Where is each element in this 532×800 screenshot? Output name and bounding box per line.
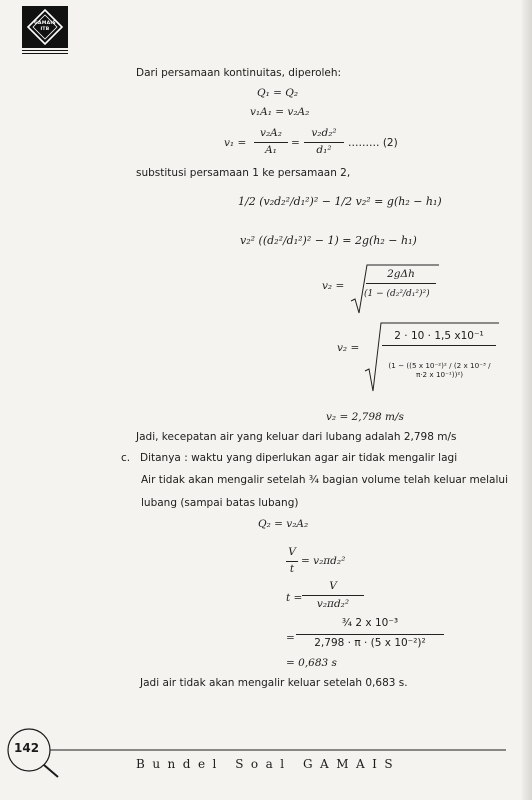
eqD-numerator: 2 · 10 · 1,5 x10⁻¹: [394, 330, 484, 342]
eq2-lhs: v₁ =: [224, 137, 247, 149]
calc-numerator: ¾ 2 x 10⁻³: [341, 617, 399, 629]
part-c-question: Ditanya : waktu yang diperlukan agar air tidak mengalir lagi: [140, 452, 458, 464]
calc-fraction-bar: [296, 634, 444, 635]
eq2-fraction-bar-2: [304, 142, 344, 143]
conclusion-time: Jadi air tidak akan mengalir keluar setelah 0,683 s.: [140, 677, 408, 689]
result-velocity: v₂ = 2,798 m/s: [326, 411, 404, 423]
equation-b: v₂² ((d₂²/d₁²)² − 1) = 2g(h₂ − h₁): [240, 234, 417, 247]
part-c-paragraph-line2: lubang (sampai batas lubang): [141, 497, 299, 509]
eq2-numerator-1: v₂A₂: [260, 127, 282, 139]
document-page: GAMAIS ITB Dari persamaan kontinuitas, diperoleh: Q₁ = Q₂ v₁A₁ = v₂A₂ v₁ = v₂A₂ A₁ = v₂d₂² d₁² ……… (2) substitusi persamaan 1 ke persamaan 2, 1/2 (v₂d₂²/d₁²)² − 1/2 v₂² = g(h₂ − h₁) v₂² ((d₂²/d₁²)² − 1) = 2g(h₂ − h₁) v₂ = 2gΔh (1 − (d₂²/d₁²)²) v₂ = 2 · 10 · 1,5 x10⁻¹ (1 − ((5 x 10⁻²)² / (2 x 10⁻³ / π·2 x 10⁻¹))²) v₂ = 2,798 m/s Jadi, kecepatan air yang keluar dari lubang adalah 2,798 m/s c. Ditanya : waktu yang diperlukan agar air tidak mengalir lagi Air tidak akan mengalir setelah ¾ bagian volume telah keluar melalui lubang (sampai batas lubang) Q₂ = v₂A₂ V t = v₂πd₂² t = V v₂πd₂² = ¾ 2 x 10⁻³ 2,798 · π · (5 x 10⁻²)² = 0,683 s Jadi air tidak akan mengalir keluar setelah 0,683 s. 142 Bundel Soal GAMAIS: [0, 0, 532, 800]
vt-fraction-bar: [286, 561, 298, 562]
page-edge-shadow: [522, 0, 532, 800]
gamais-logo: [22, 6, 68, 48]
calc-denominator: 2,798 · π · (5 x 10⁻²)²: [314, 637, 426, 649]
eq2-denominator-1: A₁: [265, 144, 277, 156]
eqC-fraction-bar: [366, 283, 436, 284]
logo-text-itb: ITB: [40, 27, 50, 32]
eqD-fraction-bar: [382, 345, 496, 346]
result-time: = 0,683 s: [286, 657, 337, 669]
eq-q2: Q₂ = v₂A₂: [258, 518, 309, 530]
logo-text-gamais: GAMAIS: [34, 21, 56, 26]
eq2-numerator-2: v₂d₂²: [311, 127, 337, 139]
part-c-label: c.: [121, 452, 131, 464]
conclusion-velocity: Jadi, kecepatan air yang keluar dari lubang adalah 2,798 m/s: [136, 431, 457, 443]
eq2-denominator-2: d₁²: [316, 144, 332, 156]
book-title: Bundel Soal GAMAIS: [136, 757, 401, 771]
eqD-denominator: (1 − ((5 x 10⁻²)² / (2 x 10⁻³ / π·2 x 10⁻¹))²): [388, 361, 491, 379]
t-fraction-bar: [302, 595, 364, 596]
eqC-numerator: 2gΔh: [387, 268, 415, 280]
equation-a: 1/2 (v₂d₂²/d₁²)² − 1/2 v₂² = g(h₂ − h₁): [238, 195, 442, 208]
eqC-lhs: v₂ =: [322, 280, 345, 292]
eq2-fraction-bar-1: [254, 142, 288, 143]
logo-underline: [22, 50, 68, 51]
footer-magnifier-decoration: [6, 722, 506, 782]
eqC-denominator: (1 − (d₂²/d₁²)²): [364, 289, 430, 299]
eq2-tag: ……… (2): [348, 137, 398, 149]
substitution-text: substitusi persamaan 1 ke persamaan 2,: [136, 167, 351, 179]
calc-equals: =: [286, 632, 295, 644]
eq-continuity-q: Q₁ = Q₂: [257, 87, 299, 99]
page-number: 142: [14, 741, 40, 755]
logo-underline-2: [22, 53, 68, 54]
eqD-lhs: v₂ =: [337, 342, 360, 354]
intro-text: Dari persamaan kontinuitas, diperoleh:: [136, 67, 342, 79]
eq-continuity-va: v₁A₁ = v₂A₂: [250, 106, 310, 118]
part-c-paragraph-line1: Air tidak akan mengalir setelah ¾ bagian volume telah keluar melalui: [141, 474, 508, 486]
